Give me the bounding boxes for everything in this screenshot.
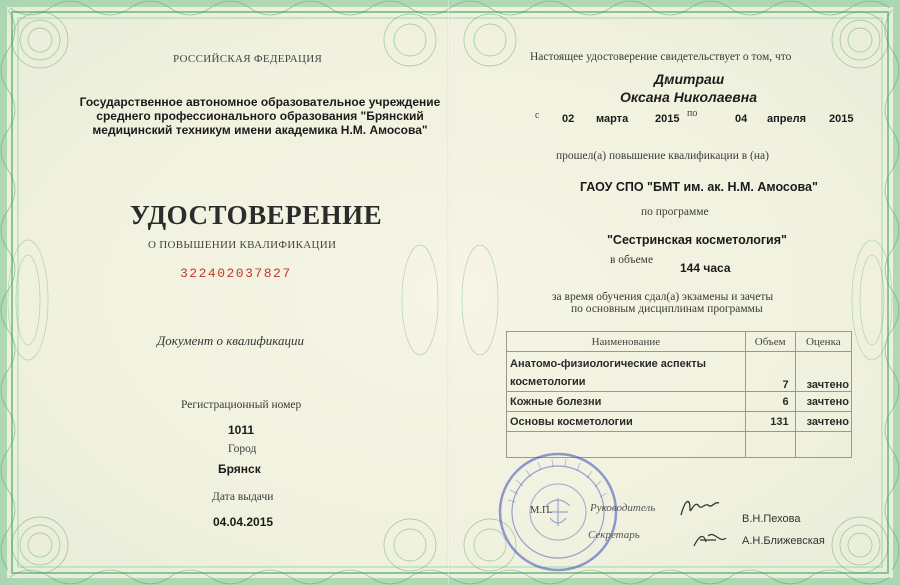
subject-volume: 7 — [745, 352, 795, 392]
subject-volume: 131 — [745, 412, 795, 432]
subject-name: Кожные болезни — [507, 392, 746, 412]
city-label: Город — [228, 443, 257, 455]
subject-grade: зачтено — [795, 352, 851, 392]
program-label: по программе — [641, 206, 709, 218]
program-name: "Сестринская косметология" — [607, 233, 787, 247]
holder-surname: Дмитраш — [654, 71, 725, 87]
table-row — [507, 412, 852, 432]
secretary-label: Секретарь — [588, 529, 640, 541]
document-title: УДОСТОВЕРЕНИЕ — [130, 200, 383, 230]
table-header-row — [507, 332, 852, 352]
header-volume: Объем — [745, 332, 795, 352]
secretary-name: А.Н.Ближевская — [742, 535, 825, 547]
to-month: апреля — [767, 113, 807, 125]
from-label: с — [535, 110, 540, 121]
to-day: 04 — [735, 113, 748, 125]
serial-number: 322402037827 — [180, 266, 292, 281]
from-month: марта — [596, 113, 629, 125]
table-row — [507, 352, 852, 392]
to-year: 2015 — [829, 113, 854, 125]
exams-line-2: по основным дисциплинам программы — [571, 303, 763, 315]
subject-grade: зачтено — [795, 412, 851, 432]
seal-place-label: М.П. — [530, 505, 553, 516]
subject-name-line-2: косметологии — [510, 376, 586, 388]
head-name: В.Н.Пехова — [742, 513, 801, 525]
subject-name — [507, 352, 746, 392]
passed-text: прошел(а) повышение квалификации в (на) — [556, 150, 769, 162]
empty-cell — [745, 432, 795, 458]
subjects-table — [506, 331, 852, 458]
institution-name: ГАОУ СПО "БМТ им. ак. Н.М. Амосова" — [580, 180, 818, 194]
registration-number: 1011 — [228, 423, 255, 437]
org-line-2: среднего профессионального образования "Брянский — [96, 109, 424, 123]
city-value: Брянск — [218, 462, 261, 476]
subject-grade: зачтено — [795, 392, 851, 412]
issue-date-label: Дата выдачи — [212, 491, 274, 503]
org-line-3: медицинский техникум имени академика Н.М. Амосова" — [92, 123, 428, 137]
from-year: 2015 — [655, 113, 680, 125]
country-label: РОССИЙСКАЯ ФЕДЕРАЦИЯ — [173, 53, 323, 65]
document-type: Документ о квалификации — [157, 333, 304, 348]
header-grade: Оценка — [795, 332, 851, 352]
table-row — [507, 392, 852, 412]
volume-label: в объеме — [610, 254, 654, 266]
subject-name-line-1: Анатомо-физиологические аспекты — [510, 358, 707, 370]
document-subtitle: О ПОВЫШЕНИИ КВАЛИФИКАЦИИ — [148, 239, 337, 251]
intro-text: Настоящее удостоверение свидетельствует о том, что — [530, 51, 792, 63]
header-name: Наименование — [507, 332, 746, 352]
center-fold — [447, 0, 450, 585]
organization-name — [70, 95, 450, 137]
to-label: по — [687, 108, 698, 119]
registration-label: Регистрационный номер — [181, 399, 302, 411]
volume-value: 144 часа — [680, 261, 731, 275]
subject-name: Основы косметологии — [507, 412, 746, 432]
head-label: Руководитель — [590, 502, 656, 514]
head-signature — [678, 495, 722, 521]
subject-volume: 6 — [745, 392, 795, 412]
secretary-signature — [690, 528, 730, 552]
issue-date-value: 04.04.2015 — [213, 515, 274, 529]
holder-name: Оксана Николаевна — [620, 89, 757, 105]
from-day: 02 — [562, 113, 575, 125]
exams-line-1: за время обучения сдал(а) экзамены и зачеты — [552, 291, 774, 303]
org-line-1: Государственное автономное образовательное учреждение — [79, 95, 441, 109]
empty-cell — [795, 432, 851, 458]
